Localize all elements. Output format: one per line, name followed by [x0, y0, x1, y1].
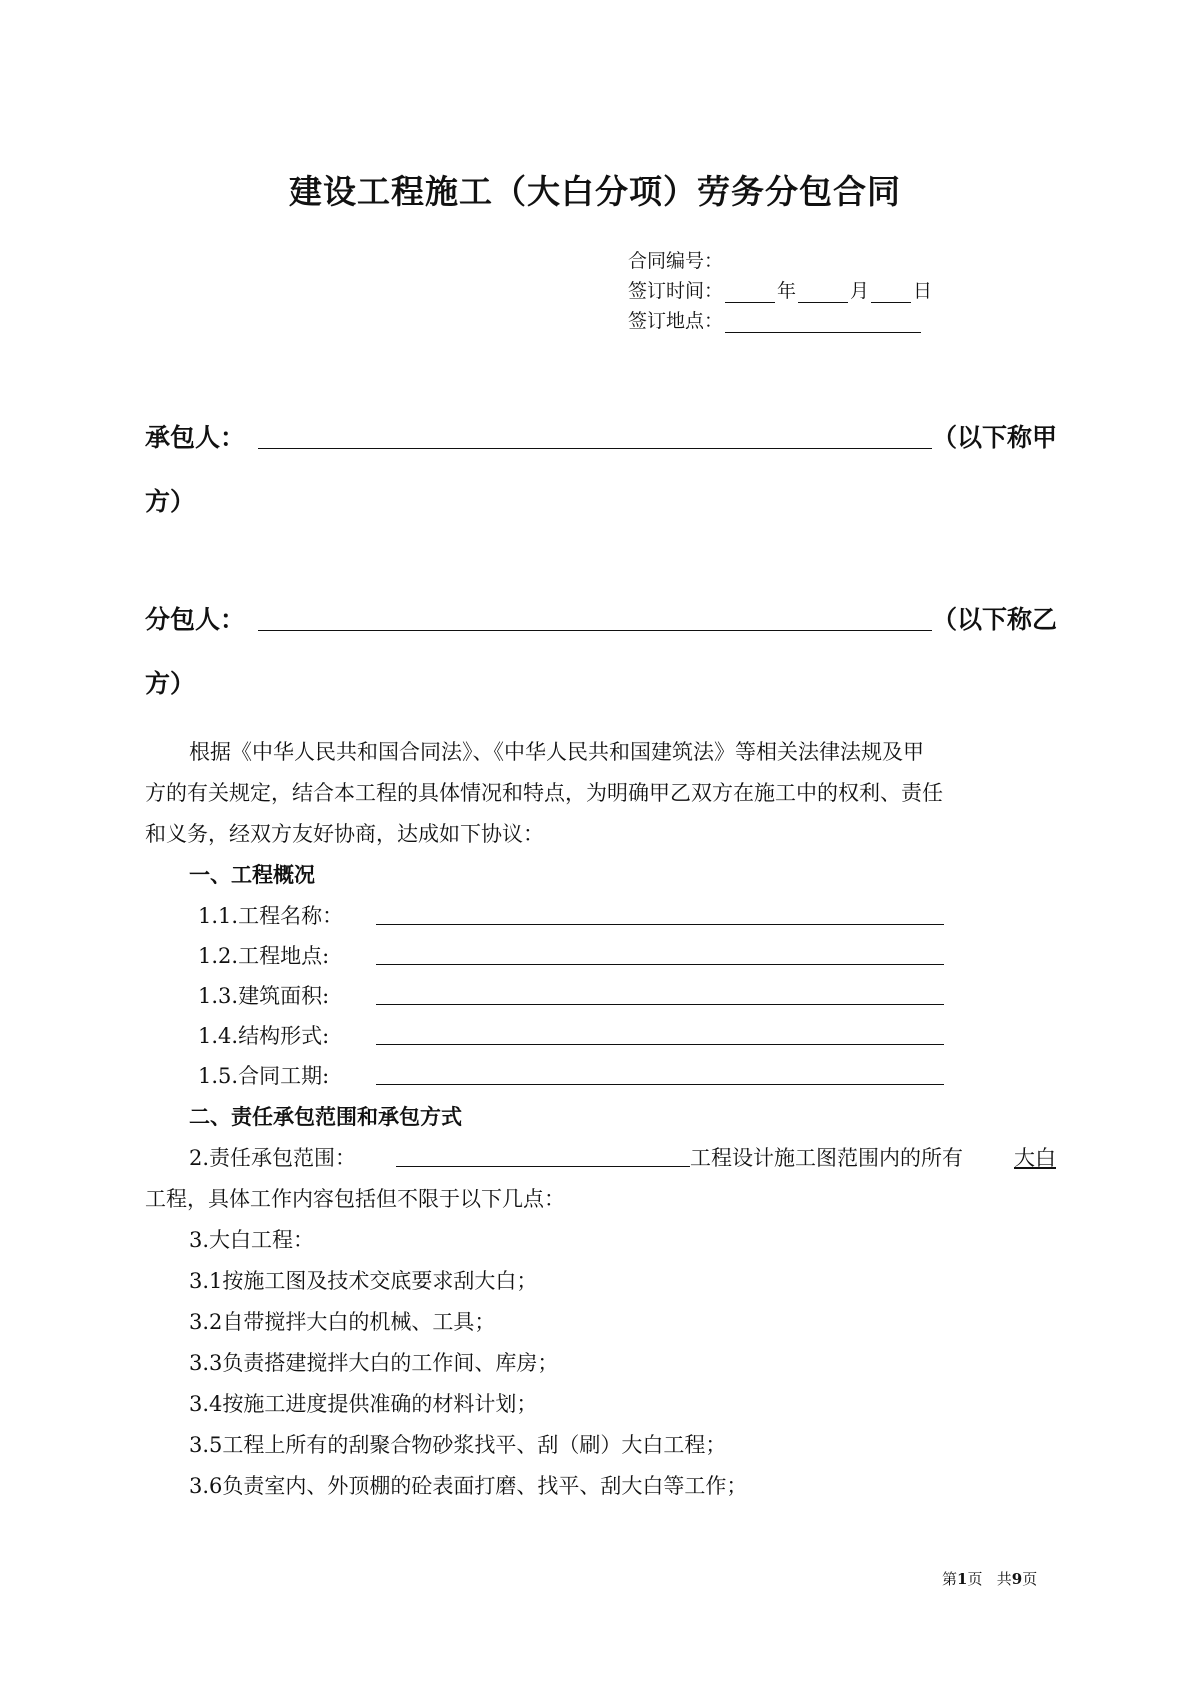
- contract-period-blank[interactable]: [376, 1084, 944, 1085]
- page-unit: 页: [967, 1570, 983, 1588]
- scope-blank[interactable]: [396, 1166, 690, 1167]
- list-item: 3.3负责搭建搅拌大白的工作间、库房；: [189, 1351, 559, 1375]
- sign-date-row: [628, 276, 932, 303]
- item-project-name-label: 1.1.工程名称：: [198, 904, 344, 928]
- sign-date-label: 签订时间：: [628, 280, 724, 302]
- month-label: 月: [850, 280, 870, 302]
- item-contract-period-label: 1.5.合同工期:: [198, 1064, 330, 1088]
- project-location-blank[interactable]: [376, 964, 944, 965]
- section-1-heading: 一、工程概况: [189, 863, 315, 887]
- scope-middle: 工程设计施工图范围内的所有: [690, 1146, 963, 1170]
- day-blank[interactable]: [871, 283, 911, 303]
- subcontractor-suffix: （以下称乙: [932, 605, 1058, 634]
- item-building-area-label: 1.3.建筑面积:: [198, 984, 330, 1008]
- preamble-line-1: 根据《中华人民共和国合同法》、《中华人民共和国建筑法》等相关法律法规及甲: [189, 740, 924, 764]
- year-blank[interactable]: [725, 283, 775, 303]
- sign-place-blank[interactable]: [725, 313, 921, 333]
- contractor-blank[interactable]: [258, 448, 932, 449]
- contractor-label: 承包人：: [145, 423, 246, 452]
- month-blank[interactable]: [798, 283, 848, 303]
- contractor-suffix: （以下称甲: [932, 423, 1058, 452]
- project-name-blank[interactable]: [376, 924, 944, 925]
- day-label: 日: [913, 280, 933, 302]
- list-item: 3.6负责室内、外顶棚的砼表面打磨、找平、刮大白等工作；: [189, 1474, 748, 1498]
- page-label: 第: [942, 1570, 958, 1588]
- contract-number-label: 合同编号：: [628, 250, 724, 272]
- building-area-blank[interactable]: [376, 1004, 944, 1005]
- scope-label: 2.责任承包范围：: [189, 1146, 357, 1170]
- total-pages: 9: [1011, 1570, 1023, 1588]
- sign-place-row: [628, 306, 923, 333]
- subcontractor-blank[interactable]: [258, 630, 932, 631]
- subcontractor-label: 分包人：: [145, 605, 246, 634]
- sign-place-label: 签订地点：: [628, 310, 724, 332]
- document-title: 建设工程施工（大白分项）劳务分包合同: [289, 172, 901, 211]
- scope-underlined: 大白: [1014, 1146, 1056, 1170]
- page-footer: [942, 1568, 1037, 1589]
- contract-number-row: [628, 246, 723, 273]
- scope-continuation: 工程，具体工作内容包括但不限于以下几点：: [145, 1187, 565, 1211]
- contractor-suffix-cont: 方）: [145, 487, 196, 516]
- page-number: 1: [957, 1570, 968, 1588]
- list-item: 3.2自带搅拌大白的机械、工具；: [189, 1310, 496, 1334]
- preamble-line-2: 方的有关规定，结合本工程的具体情况和特点，为明确甲乙双方在施工中的权利、责任: [145, 781, 943, 805]
- total-unit: 页: [1022, 1570, 1038, 1588]
- item-project-location-label: 1.2.工程地点:: [198, 944, 330, 968]
- year-label: 年: [777, 280, 797, 302]
- list-item: 3.1按施工图及技术交底要求刮大白；: [189, 1269, 538, 1293]
- section-3-heading: 3.大白工程：: [189, 1228, 315, 1252]
- list-item: 3.5工程上所有的刮聚合物砂浆找平、刮（刷）大白工程；: [189, 1433, 727, 1457]
- structure-type-blank[interactable]: [376, 1044, 944, 1045]
- subcontractor-suffix-cont: 方）: [145, 669, 196, 698]
- list-item: 3.4按施工进度提供准确的材料计划；: [189, 1392, 538, 1416]
- item-structure-type-label: 1.4.结构形式:: [198, 1024, 330, 1048]
- section-2-heading: 二、责任承包范围和承包方式: [189, 1105, 462, 1129]
- preamble-line-3: 和义务，经双方友好协商，达成如下协议：: [145, 822, 544, 846]
- total-label: 共: [996, 1570, 1012, 1588]
